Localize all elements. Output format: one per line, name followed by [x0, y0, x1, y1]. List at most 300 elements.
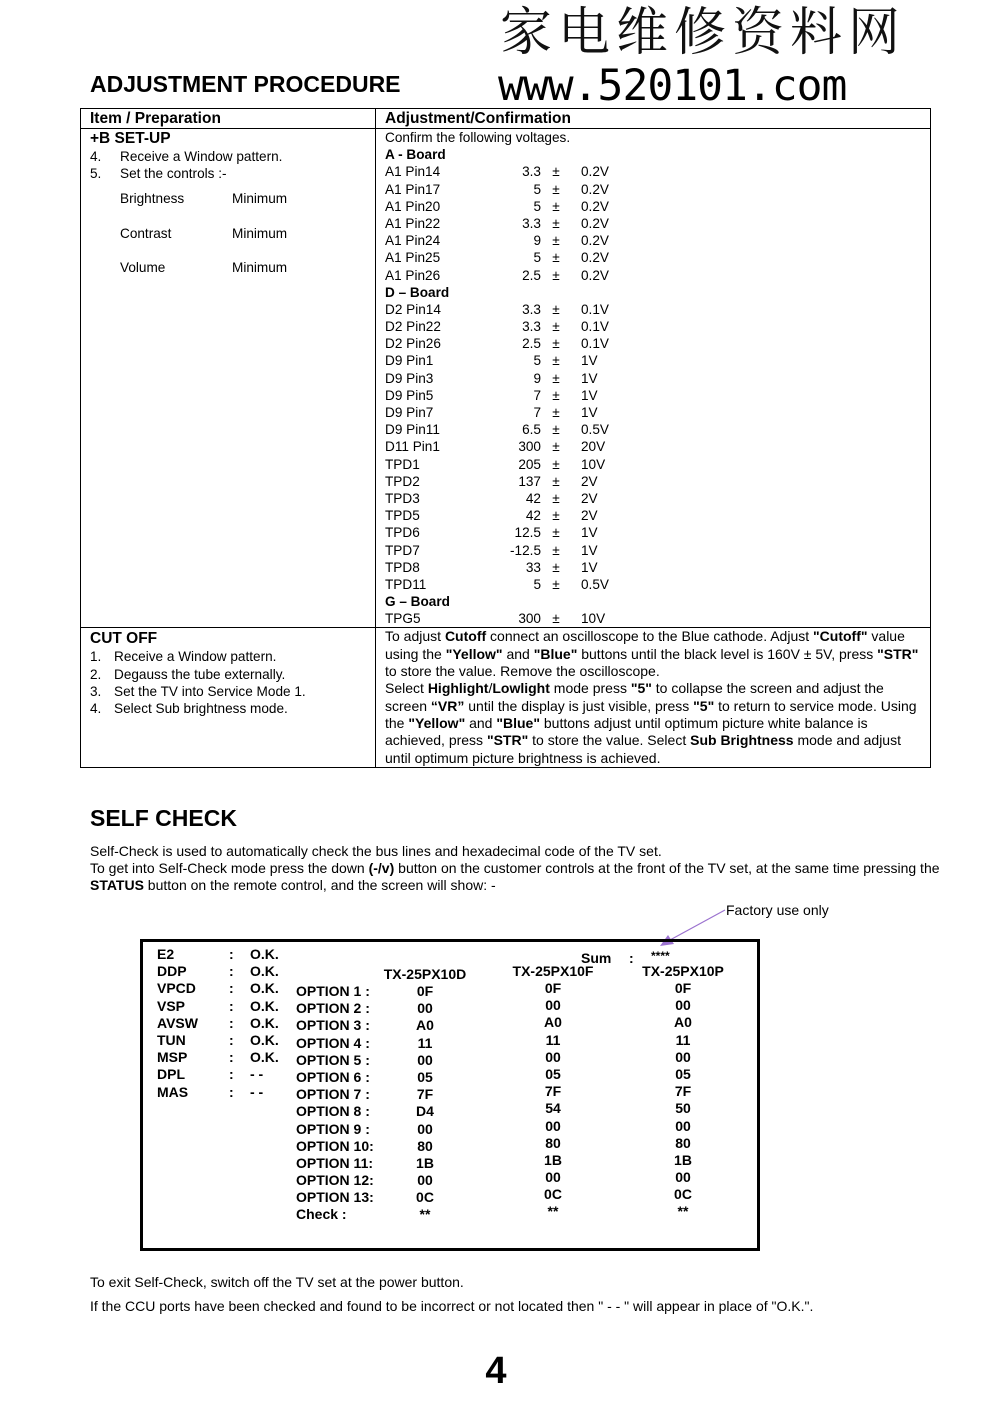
cutoff-paragraph-1	[385, 628, 924, 680]
tolerance: 1V	[581, 353, 598, 369]
model-p-values	[653, 980, 713, 1221]
nominal-voltage: 5	[533, 353, 541, 369]
nominal-voltage: 9	[533, 233, 541, 249]
bset-title: +B SET-UP	[90, 130, 171, 147]
plus-minus: ±	[552, 611, 560, 627]
cutoff-p2-run: "Blue"	[496, 714, 540, 731]
cutoff-p2-run: /	[488, 680, 493, 697]
option-value: 11	[545, 1031, 561, 1048]
model-p-header: TX-25PX10P	[642, 963, 724, 979]
bus-status: O.K.	[250, 997, 279, 1014]
step-number: 4.	[90, 149, 102, 164]
plus-minus: ±	[552, 490, 560, 506]
plus-minus: ±	[552, 353, 560, 369]
voltage-row	[385, 438, 922, 455]
option-value: 00	[675, 1117, 691, 1134]
plus-minus: ±	[552, 370, 560, 386]
plus-minus: ±	[552, 301, 560, 317]
cutoff-p2-run: "Yellow"	[408, 714, 466, 731]
bset-confirmation-cell	[376, 129, 931, 628]
tolerance: 0.1V	[581, 336, 609, 352]
option-label: OPTION 1 :	[296, 983, 370, 999]
plus-minus: ±	[552, 576, 560, 592]
tolerance: 0.2V	[581, 267, 609, 283]
bus-name: TUN	[157, 1031, 186, 1048]
control-setting	[90, 217, 367, 251]
bus-colon: :	[229, 1031, 234, 1048]
bus-status: O.K.	[250, 1049, 279, 1066]
option-value: 1B	[544, 1151, 562, 1168]
test-point: A1 Pin22	[385, 215, 441, 231]
option-value: **	[677, 1203, 689, 1220]
step-number: 5.	[90, 166, 102, 182]
option-value: 0F	[544, 980, 562, 996]
option-value: 0C	[674, 1186, 692, 1203]
cutoff-step	[90, 648, 367, 665]
test-point: TPD6	[385, 525, 420, 541]
tolerance: 1V	[581, 387, 598, 403]
test-point: D9 Pin3	[385, 370, 434, 386]
board-heading: D – Board	[385, 284, 450, 300]
step-text: Set the controls :-	[120, 166, 227, 182]
voltage-row	[385, 232, 922, 249]
cutoff-p2-run: mode and adjust until optimum picture brightness is achieved.	[385, 732, 901, 766]
nominal-voltage: -12.5	[510, 542, 541, 558]
sc-line2-run: (-/v)	[368, 860, 395, 877]
option-value: 50	[675, 1100, 691, 1117]
nominal-voltage: 2.5	[522, 267, 541, 283]
voltage-row	[385, 576, 922, 593]
option-value: 00	[545, 997, 561, 1014]
plus-minus: ±	[552, 439, 560, 455]
tolerance: 0.2V	[581, 233, 609, 249]
nominal-voltage: 205	[518, 456, 541, 472]
nominal-voltage: 5	[533, 198, 541, 214]
plus-minus: ±	[552, 422, 560, 438]
control-setting	[90, 251, 367, 285]
test-point: TPG5	[385, 611, 421, 627]
tolerance: 1V	[581, 370, 598, 386]
voltage-row	[385, 352, 922, 369]
step-number: 4.	[90, 701, 102, 717]
test-point: D2 Pin26	[385, 336, 441, 352]
cutoff-p1-run: and	[502, 645, 534, 662]
cutoff-p2-run: until the display is just visible, press	[464, 697, 694, 714]
test-point: A1 Pin17	[385, 181, 441, 197]
cutoff-p1-run: buttons until the black level is 160V ± 5V, press	[577, 645, 878, 662]
tolerance: 0.2V	[581, 198, 609, 214]
nominal-voltage: 7	[533, 405, 541, 421]
cutoff-p1-run: "Blue"	[533, 645, 578, 662]
option-value: 0C	[544, 1186, 562, 1203]
option-value: 00	[545, 1048, 561, 1065]
header-adjustment-confirmation: Adjustment/Confirmation	[376, 109, 931, 129]
bus-status: O.K.	[250, 1031, 279, 1048]
option-value: 05	[675, 1065, 691, 1082]
option-value: **	[547, 1203, 559, 1220]
cutoff-p2-run: "5"	[630, 680, 652, 697]
option-value: D4	[416, 1103, 434, 1120]
bus-status: O.K.	[250, 1014, 279, 1031]
bus-status: - -	[250, 1083, 264, 1100]
bus-colon: :	[229, 980, 234, 997]
test-point: TPD1	[385, 456, 420, 472]
option-value: 00	[417, 1000, 433, 1017]
option-label: OPTION 4 :	[296, 1034, 370, 1051]
option-label: OPTION 8 :	[296, 1103, 370, 1120]
test-point: TPD11	[385, 576, 427, 592]
cutoff-p1-run: "Yellow"	[445, 645, 503, 662]
option-value: 11	[675, 1031, 691, 1048]
cutoff-p1-run: "Cutoff"	[813, 628, 868, 645]
option-value: 00	[675, 1048, 691, 1065]
plus-minus: ±	[552, 559, 560, 575]
test-point: TPD3	[385, 490, 420, 506]
sc-line2-run: button on the remote control, and the screen will show: -	[143, 877, 496, 894]
cutoff-p2-run: to collapse the screen and adjust the screen	[385, 680, 884, 714]
test-point: A1 Pin14	[385, 164, 441, 180]
option-value: **	[419, 1206, 431, 1223]
cutoff-p1-run: Cutoff	[444, 628, 487, 645]
bset-intro: Confirm the following voltages.	[385, 130, 571, 145]
voltage-row	[385, 387, 922, 404]
cutoff-p1-run: to store the value. Remove the oscilloscope.	[385, 663, 660, 680]
watermark-url: www.520101.com	[498, 66, 847, 106]
cutoff-preparation-cell	[81, 628, 376, 767]
self-check-description	[90, 843, 940, 895]
cutoff-p2-run: mode press	[549, 680, 631, 697]
cutoff-p2-run: “VR”	[430, 697, 465, 714]
option-value: 00	[417, 1051, 433, 1068]
bus-status: O.K.	[250, 946, 279, 962]
step-text: Set the TV into Service Mode 1.	[114, 683, 306, 699]
self-check-screen	[140, 939, 760, 1251]
cutoff-p1-run: value using the	[385, 628, 905, 662]
voltage-row	[385, 181, 922, 198]
model-f-header: TX-25PX10F	[512, 963, 594, 979]
bus-name: AVSW	[157, 1014, 198, 1031]
arrow-line	[670, 910, 725, 940]
test-point: D9 Pin7	[385, 405, 434, 421]
tolerance: 2V	[581, 473, 598, 489]
option-value: A0	[544, 1014, 562, 1031]
plus-minus: ±	[552, 215, 560, 231]
voltage-row	[385, 215, 922, 232]
option-value: 00	[417, 1120, 433, 1137]
exit-instruction: To exit Self-Check, switch off the TV set at the power button.	[90, 1274, 464, 1290]
cutoff-paragraph-2	[385, 680, 924, 766]
control-setting	[90, 182, 367, 216]
voltage-row	[385, 335, 922, 352]
bus-status: O.K.	[250, 963, 279, 980]
tolerance: 0.2V	[581, 181, 609, 197]
bus-colon: :	[229, 963, 234, 980]
board-heading: G – Board	[385, 594, 450, 610]
voltage-row	[385, 370, 922, 387]
bus-colon: :	[229, 1049, 234, 1066]
sum-colon: :	[629, 950, 634, 966]
nominal-voltage: 33	[525, 559, 541, 575]
option-value: 80	[417, 1137, 433, 1154]
option-value: 1B	[416, 1154, 434, 1171]
option-value: 0C	[416, 1189, 434, 1206]
plus-minus: ±	[552, 473, 560, 489]
voltage-row	[385, 490, 922, 507]
voltage-row	[385, 542, 922, 559]
option-value: 05	[417, 1068, 433, 1085]
bus-name: MSP	[157, 1049, 188, 1066]
option-label: OPTION 10:	[296, 1137, 374, 1154]
option-value: 1B	[674, 1151, 692, 1168]
cutoff-p2-run: Lowlight	[492, 680, 550, 697]
tolerance: 20V	[581, 439, 606, 455]
bus-colon: :	[229, 1066, 234, 1083]
option-label: OPTION 11:	[296, 1154, 374, 1171]
sc-line2-run: STATUS	[90, 877, 144, 894]
bus-name: MAS	[157, 1083, 189, 1100]
option-label: Check :	[296, 1206, 347, 1223]
voltage-row	[385, 421, 922, 438]
nominal-voltage: 5	[533, 250, 541, 266]
option-value: A0	[674, 1014, 692, 1031]
table-header-row	[81, 109, 931, 129]
plus-minus: ±	[552, 181, 560, 197]
voltage-row	[385, 507, 922, 524]
plus-minus: ±	[552, 542, 560, 558]
option-value: 80	[545, 1134, 561, 1151]
plus-minus: ±	[552, 164, 560, 180]
test-point: D2 Pin22	[385, 319, 441, 335]
option-value: 11	[417, 1034, 433, 1051]
tolerance: 0.5V	[581, 422, 609, 438]
cutoff-p1-run: To adjust	[385, 628, 445, 645]
bus-colon: :	[229, 946, 234, 962]
nominal-voltage: 6.5	[522, 422, 541, 438]
option-label: OPTION 6 :	[296, 1068, 370, 1085]
cutoff-row	[81, 628, 931, 767]
nominal-voltage: 3.3	[522, 215, 541, 231]
watermark-chinese: 家电维修资料网	[500, 3, 907, 63]
plus-minus: ±	[552, 336, 560, 352]
cutoff-p1-run: "STR"	[877, 645, 919, 662]
bus-name: VSP	[157, 997, 186, 1014]
step-text: Degauss the tube externally.	[114, 666, 286, 682]
bus-status-column	[250, 946, 279, 1101]
plus-minus: ±	[552, 233, 560, 249]
cutoff-step	[90, 683, 367, 700]
tolerance: 1V	[581, 542, 598, 558]
model-f-values	[523, 980, 583, 1221]
bus-name: VPCD	[157, 980, 196, 997]
cutoff-p2-run: "STR"	[486, 732, 529, 749]
plus-minus: ±	[552, 319, 560, 335]
bset-controls	[90, 182, 367, 285]
nominal-voltage: 12.5	[514, 525, 541, 541]
voltage-list	[385, 146, 922, 627]
test-point: A1 Pin26	[385, 267, 441, 283]
step-text: Receive a Window pattern.	[114, 649, 277, 665]
step-number: 3.	[90, 683, 102, 699]
control-value: Minimum	[232, 225, 288, 241]
control-value: Minimum	[232, 191, 288, 207]
plus-minus: ±	[552, 267, 560, 283]
nominal-voltage: 300	[518, 611, 541, 627]
nominal-voltage: 7	[533, 387, 541, 403]
option-value: 54	[545, 1100, 561, 1117]
bus-status: O.K.	[250, 980, 279, 997]
cutoff-p2-run: to store the value. Select	[528, 732, 691, 749]
bset-preparation-cell	[81, 129, 376, 628]
option-label: OPTION 3 :	[296, 1017, 370, 1034]
cutoff-p2-run: "5"	[693, 697, 715, 714]
cutoff-title: CUT OFF	[90, 630, 158, 648]
step-number: 1.	[90, 649, 102, 665]
tolerance: 0.5V	[581, 576, 609, 592]
control-name: Contrast	[120, 225, 172, 241]
tolerance: 10V	[581, 456, 606, 472]
nominal-voltage: 5	[533, 181, 541, 197]
option-label: OPTION 5 :	[296, 1051, 370, 1068]
cutoff-step	[90, 666, 367, 683]
step-text: Select Sub brightness mode.	[114, 701, 288, 717]
tolerance: 1V	[581, 525, 598, 541]
voltage-row	[385, 456, 922, 473]
option-value: 7F	[544, 1083, 562, 1100]
nominal-voltage: 3.3	[522, 319, 541, 335]
cutoff-p2-run: and	[465, 714, 497, 731]
bset-step	[90, 165, 367, 182]
option-value: 00	[545, 1117, 561, 1134]
plus-minus: ±	[552, 250, 560, 266]
page-number: 4	[485, 1350, 507, 1392]
bset-step	[90, 148, 367, 165]
bus-name-column	[157, 946, 198, 1101]
cutoff-adjustment-cell	[376, 628, 931, 767]
test-point: D2 Pin14	[385, 301, 441, 317]
option-value: 00	[545, 1169, 561, 1186]
test-point: D9 Pin1	[385, 353, 434, 369]
step-number: 2.	[90, 666, 102, 682]
bset-row	[81, 129, 931, 628]
test-point: D11 Pin1	[385, 439, 440, 455]
voltage-row	[385, 198, 922, 215]
factory-use-note: Factory use only	[726, 902, 829, 918]
test-point: TPD8	[385, 559, 420, 575]
nominal-voltage: 137	[518, 473, 541, 489]
step-text: Receive a Window pattern.	[120, 149, 283, 164]
voltage-row	[385, 404, 922, 421]
voltage-row	[385, 163, 922, 180]
control-name: Volume	[120, 260, 166, 276]
voltage-row	[385, 267, 922, 284]
plus-minus: ±	[552, 387, 560, 403]
cutoff-steps	[90, 648, 367, 717]
option-label: OPTION 2 :	[296, 1000, 370, 1017]
voltage-row	[385, 249, 922, 266]
option-label: OPTION 13:	[296, 1189, 374, 1206]
control-value: Minimum	[232, 260, 288, 276]
option-value: 00	[675, 1169, 691, 1186]
tolerance: 10V	[581, 611, 606, 627]
bus-colon-column	[229, 946, 234, 1101]
cutoff-step	[90, 700, 367, 717]
tolerance: 0.1V	[581, 319, 609, 335]
nominal-voltage: 300	[518, 439, 541, 455]
plus-minus: ±	[552, 456, 560, 472]
tolerance: 0.2V	[581, 164, 609, 180]
test-point: D9 Pin11	[385, 422, 440, 438]
voltage-row	[385, 524, 922, 541]
test-point: D9 Pin5	[385, 387, 434, 403]
bus-colon: :	[229, 1014, 234, 1031]
sum-label: Sum	[581, 950, 612, 966]
test-point: A1 Pin20	[385, 198, 441, 214]
page-title: ADJUSTMENT PROCEDURE	[90, 71, 401, 97]
nominal-voltage: 42	[525, 490, 541, 506]
header-item-preparation: Item / Preparation	[81, 109, 376, 129]
self-check-line-2	[90, 860, 940, 894]
test-point: TPD7	[385, 542, 420, 558]
sc-line2-run: button on the customer controls at the front of the TV set, at the same time pressing the	[394, 860, 940, 877]
model-d-header: TX-25PX10D	[383, 966, 467, 982]
test-point: TPD2	[385, 473, 420, 489]
cutoff-p2-run: Select	[385, 680, 428, 697]
plus-minus: ±	[552, 405, 560, 421]
voltage-row	[385, 559, 922, 576]
bus-colon: :	[229, 1083, 234, 1100]
option-value: 0F	[416, 983, 434, 999]
test-point: A1 Pin24	[385, 233, 441, 249]
test-point: A1 Pin25	[385, 250, 441, 266]
adjustment-table	[80, 108, 931, 768]
model-d-values	[395, 983, 455, 1224]
option-value: 05	[545, 1065, 561, 1082]
self-check-title: SELF CHECK	[90, 805, 237, 831]
nominal-voltage: 3.3	[522, 301, 541, 317]
voltage-row	[385, 318, 922, 335]
bus-colon: :	[229, 997, 234, 1014]
nominal-voltage: 3.3	[522, 164, 541, 180]
bset-steps	[90, 148, 367, 182]
ccu-note: If the CCU ports have been checked and found to be incorrect or not located then " - - " will appear in place of "O.K.".	[90, 1298, 814, 1314]
option-value: 7F	[416, 1086, 434, 1103]
voltage-row	[385, 301, 922, 318]
tolerance: 0.2V	[581, 250, 609, 266]
cutoff-p1-run: connect an oscilloscope to the Blue cathode. Adjust	[486, 628, 814, 645]
option-value: A0	[416, 1017, 434, 1034]
option-label: OPTION 7 :	[296, 1086, 370, 1103]
option-label: OPTION 9 :	[296, 1120, 370, 1137]
tolerance: 2V	[581, 490, 598, 506]
cutoff-p2-run: to return to service mode. Using the	[385, 697, 917, 731]
bus-name: E2	[157, 946, 175, 962]
nominal-voltage: 2.5	[522, 336, 541, 352]
plus-minus: ±	[552, 508, 560, 524]
nominal-voltage: 5	[533, 576, 541, 592]
sc-line2-run: To get into Self-Check mode press the down	[90, 860, 369, 877]
tolerance: 0.1V	[581, 301, 609, 317]
nominal-voltage: 9	[533, 370, 541, 386]
plus-minus: ±	[552, 525, 560, 541]
sum-value: ****	[651, 949, 670, 963]
tolerance: 0.2V	[581, 215, 609, 231]
option-value: 0F	[674, 980, 692, 996]
bus-name: DDP	[157, 963, 187, 980]
cutoff-p2-run: Sub Brightness	[690, 732, 794, 749]
option-label-column	[296, 983, 374, 1224]
cutoff-p2-run: Highlight	[427, 680, 489, 697]
voltage-row	[385, 473, 922, 490]
